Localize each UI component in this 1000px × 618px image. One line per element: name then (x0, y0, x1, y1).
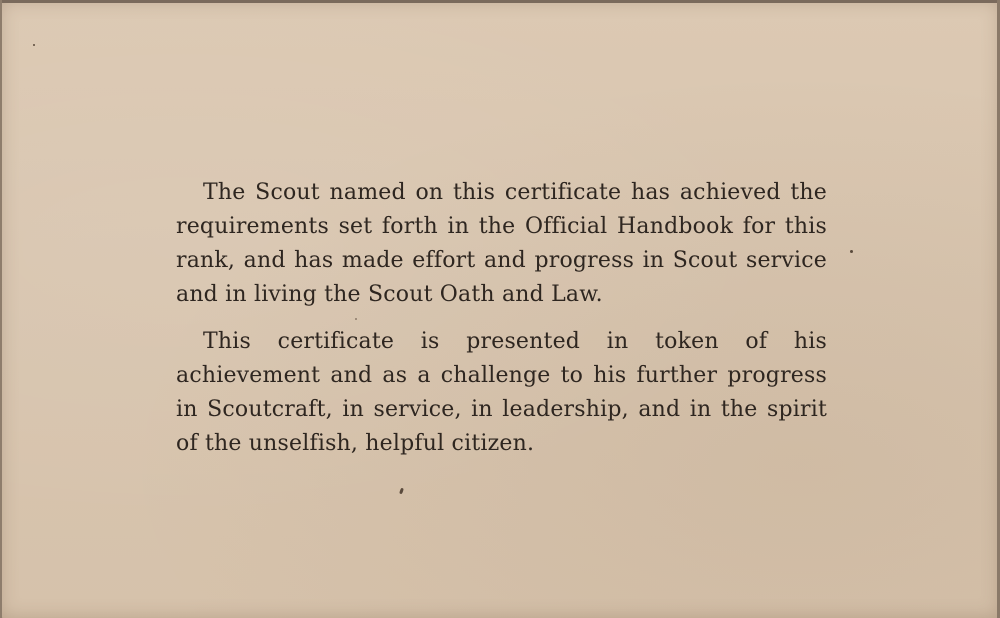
card-left-edge (0, 0, 2, 618)
presentation-paragraph: This certificate is presented in token of his achievement and as a challenge to his further progress in Scoutcraft, in service, in leadership, and in the spirit of the unselfish, helpful citizen. (176, 329, 827, 456)
paper-speck (399, 488, 404, 495)
card-top-edge (0, 0, 1000, 3)
paper-speck (33, 44, 35, 46)
certificate-text-block (176, 176, 827, 461)
paper-speck (355, 318, 357, 320)
achievement-paragraph: The Scout named on this certificate has achieved the requirements set forth in the Official Handbook for this rank, and has made effort and progress in Scout service and in living the Scout Oath and Law. (176, 180, 827, 307)
paper-speck (850, 250, 853, 253)
